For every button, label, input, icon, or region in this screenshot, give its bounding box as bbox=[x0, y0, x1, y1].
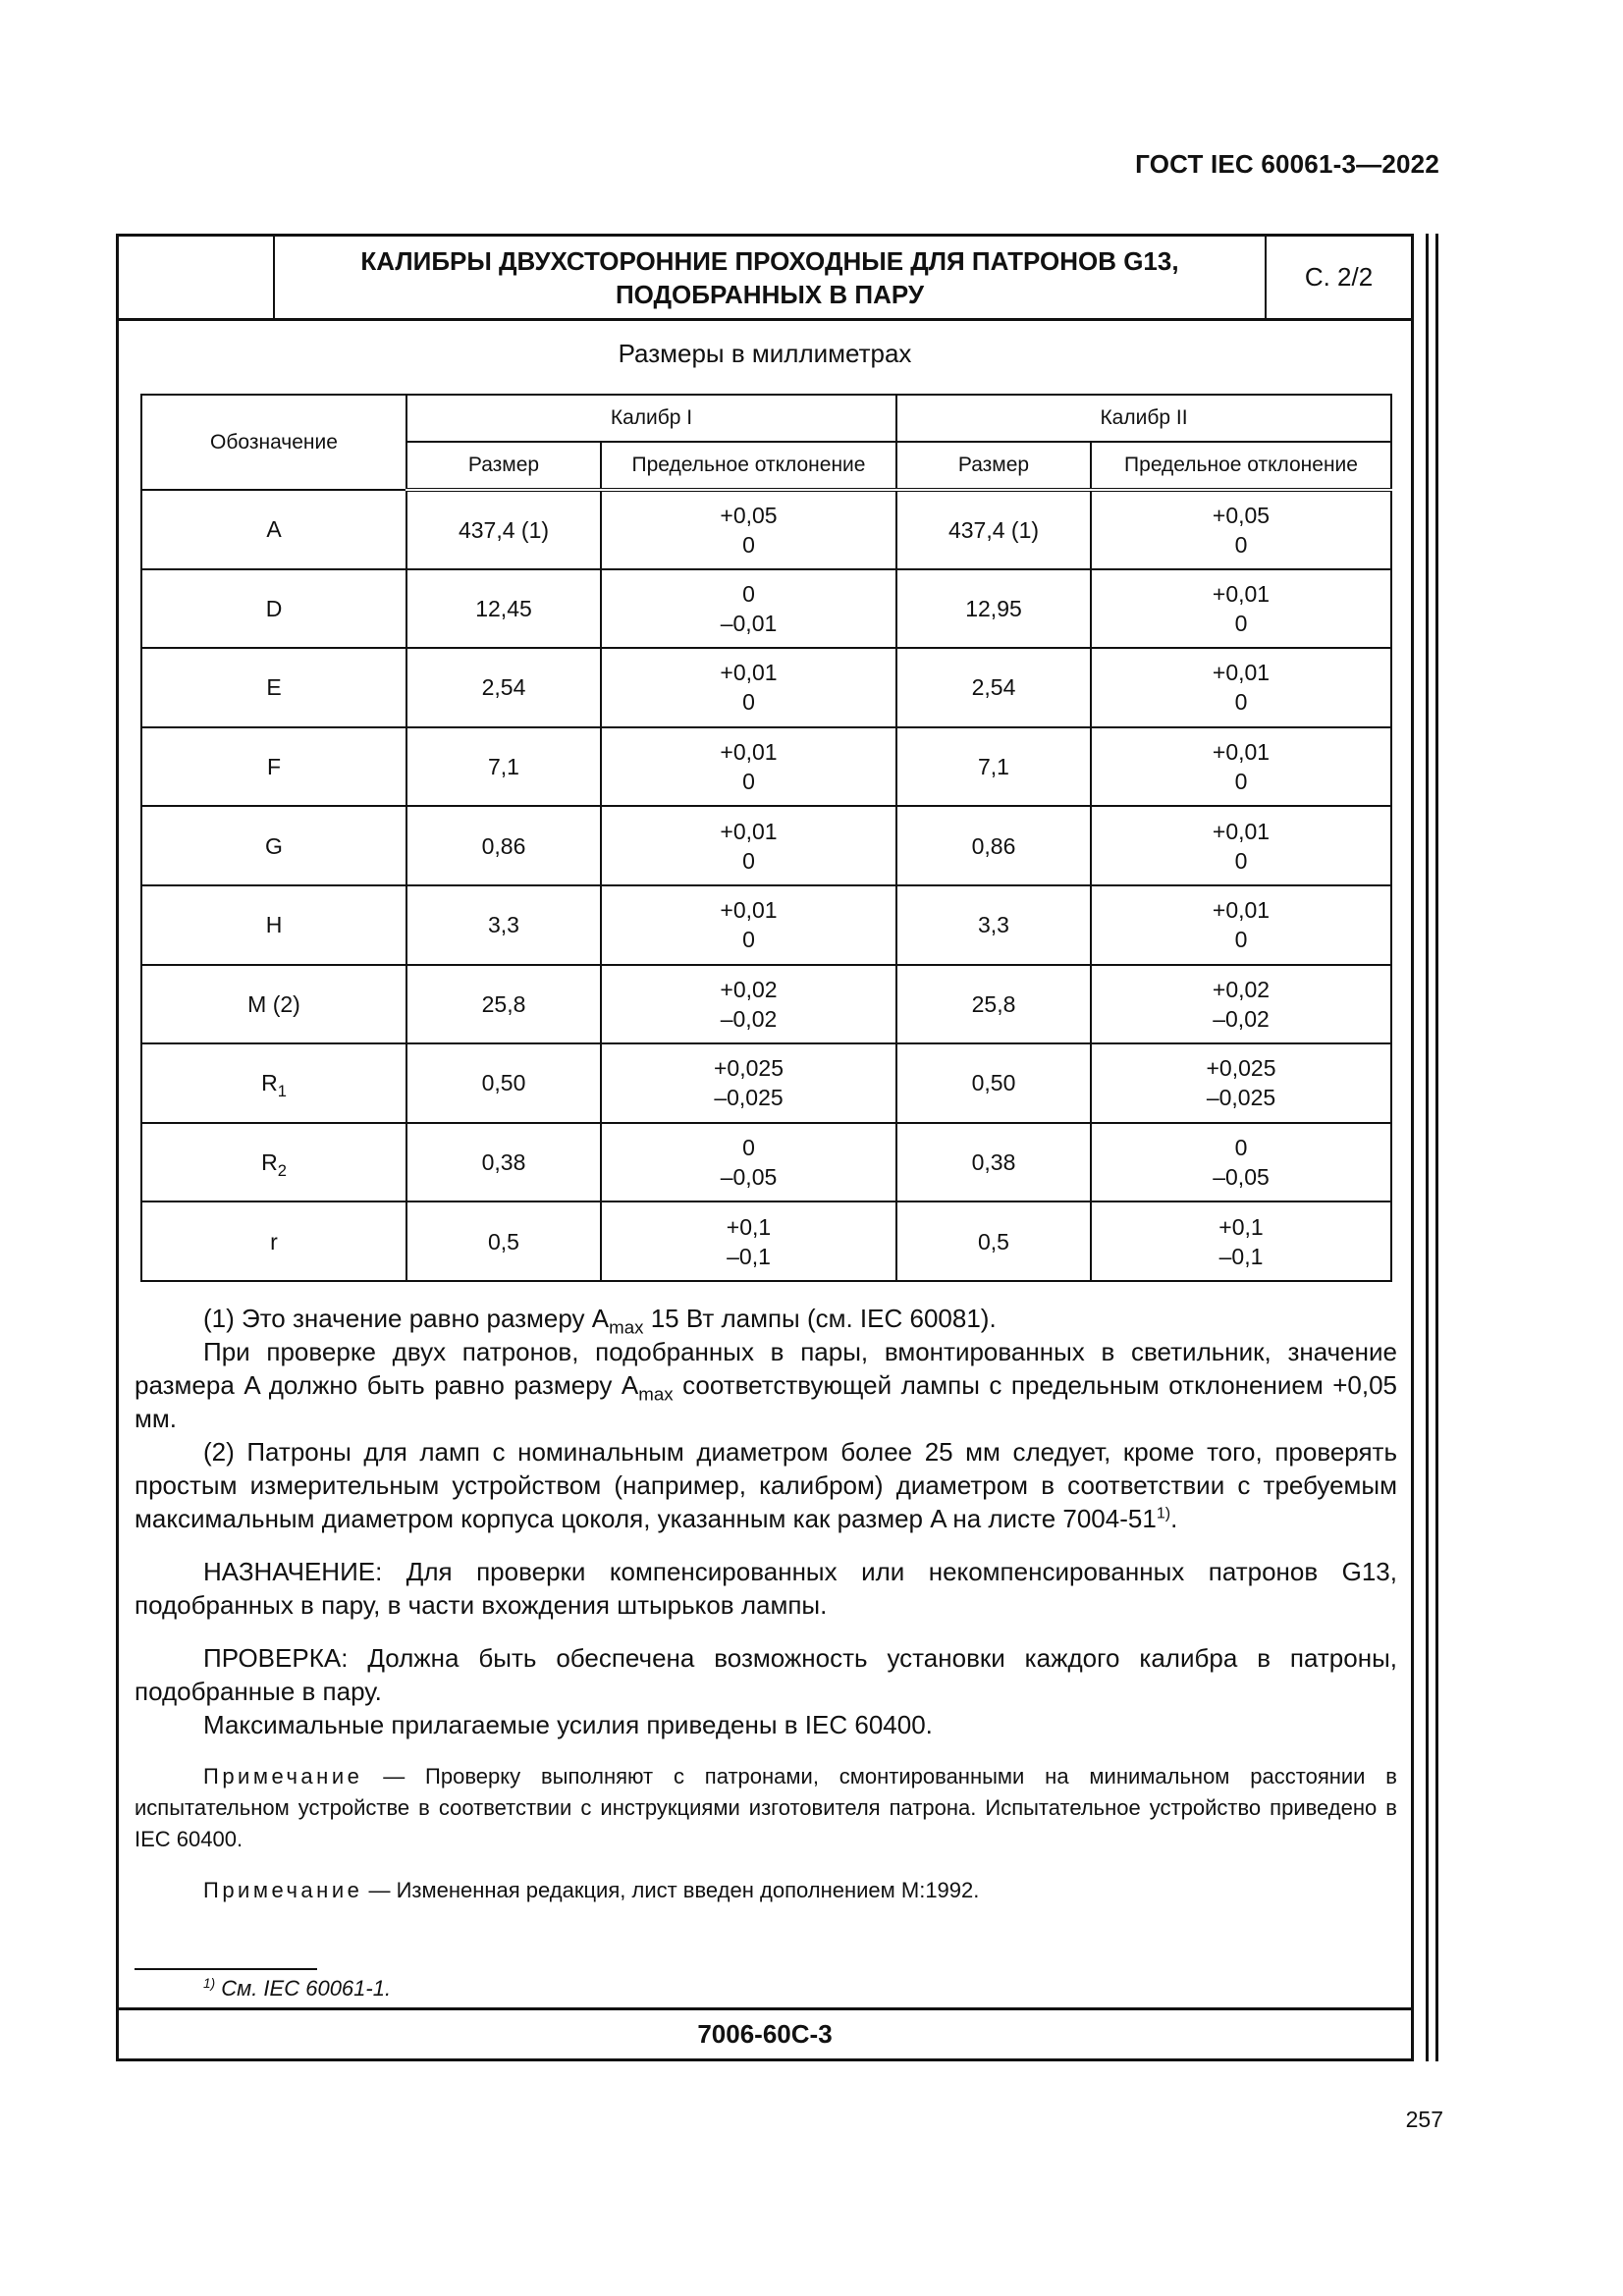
size-1-cell: 0,5 bbox=[406, 1201, 601, 1281]
size-2-cell: 0,38 bbox=[896, 1123, 1091, 1202]
deviation-2-cell: +0,01 0 bbox=[1091, 727, 1391, 807]
deviation-2-cell: +0,025 –0,025 bbox=[1091, 1043, 1391, 1123]
note-2: (2) Патроны для ламп с номинальным диаметром более 25 мм следует, кроме того, проверять простым измерительным устройством (например, калибром) диаметром в соответствии с требуемым максимальным диаметром корпуса цоколя, указанным как размер A на листе 7004-51$^{1)}$. bbox=[135, 1437, 1397, 1533]
header-designation: Обозначение bbox=[141, 395, 406, 490]
size-2-cell: 2,54 bbox=[896, 648, 1091, 727]
deviation-1-cell: +0,01 0 bbox=[601, 806, 896, 885]
size-1-cell: 0,86 bbox=[406, 806, 601, 885]
table-row bbox=[141, 885, 1391, 965]
deviation-1-cell: +0,025 –0,025 bbox=[601, 1043, 896, 1123]
designation-cell: F bbox=[141, 727, 406, 807]
deviation-2-cell: 0 –0,05 bbox=[1091, 1123, 1391, 1202]
table-row bbox=[141, 965, 1391, 1044]
size-2-cell: 3,3 bbox=[896, 885, 1091, 965]
purpose-paragraph: НАЗНАЧЕНИЕ: Для проверки компенсированных или некомпенсированных патронов G13, подобранных в пару, в части вхождения штырьков лампы. bbox=[135, 1557, 1397, 1620]
sheet-title-line-2: ПОДОБРАННЫХ В ПАРУ bbox=[615, 279, 925, 309]
designation-cell: $R_2$ bbox=[141, 1123, 406, 1202]
remark-1: Примечание — Проверку выполняют с патронами, смонтированными на минимальном расстоянии в испытательном устройстве в соответствии с инструкциями изготовителя патрона. Испытательное устройство приведено в IEC 60400. bbox=[135, 1764, 1397, 1851]
deviation-1-cell: +0,05 0 bbox=[601, 490, 896, 569]
deviation-1-cell: 0 –0,05 bbox=[601, 1123, 896, 1202]
header-gauge-1: Калибр I bbox=[406, 395, 896, 442]
size-1-cell: 437,4 (1) bbox=[406, 490, 601, 569]
size-2-cell: 0,86 bbox=[896, 806, 1091, 885]
dimensions-table-body bbox=[141, 490, 1391, 1281]
table-row bbox=[141, 648, 1391, 727]
deviation-1-cell: +0,01 0 bbox=[601, 885, 896, 965]
check-paragraph: ПРОВЕРКА: Должна быть обеспечена возможность установки каждого калибра в патроны, подобранные в пару. bbox=[135, 1643, 1397, 1706]
forces-paragraph: Максимальные прилагаемые усилия приведены в IEC 60400. bbox=[203, 1710, 933, 1739]
notes-block bbox=[135, 1302, 1397, 1906]
designation-cell: H bbox=[141, 885, 406, 965]
size-1-cell: 3,3 bbox=[406, 885, 601, 965]
table-row bbox=[141, 569, 1391, 649]
deviation-2-cell: +0,05 0 bbox=[1091, 490, 1391, 569]
sheet-edge-rail bbox=[1426, 234, 1429, 2061]
deviation-1-cell: +0,01 0 bbox=[601, 648, 896, 727]
note-1: (1) Это значение равно размеру $A_{max}$ 15 Вт лампы (см. IEC 60081). bbox=[203, 1304, 997, 1338]
header-deviation-1: Предельное отклонение bbox=[601, 442, 896, 490]
deviation-1-cell: +0,1 –0,1 bbox=[601, 1201, 896, 1281]
size-1-cell: 0,50 bbox=[406, 1043, 601, 1123]
footnote: $^{1)}$ См. IEC 60061-1. bbox=[203, 1975, 392, 2001]
deviation-1-cell: 0 –0,01 bbox=[601, 569, 896, 649]
header-gauge-2: Калибр II bbox=[896, 395, 1391, 442]
deviation-1-cell: +0,02 –0,02 bbox=[601, 965, 896, 1044]
sheet-edge-rail bbox=[1435, 234, 1438, 2061]
table-row bbox=[141, 490, 1391, 569]
note-1-continued: При проверке двух патронов, подобранных в пары, вмонтированных в светильник, значение размера A должно быть равно размеру $A_{max}$ соответствующей лампы с предельным отклонением +0,05 мм. bbox=[135, 1337, 1397, 1433]
deviation-1-cell: +0,01 0 bbox=[601, 727, 896, 807]
designation-cell: D bbox=[141, 569, 406, 649]
size-2-cell: 7,1 bbox=[896, 727, 1091, 807]
data-sheet bbox=[116, 234, 1414, 2061]
size-2-cell: 437,4 (1) bbox=[896, 490, 1091, 569]
header-deviation-2: Предельное отклонение bbox=[1091, 442, 1391, 490]
document-standard-number: ГОСТ IEC 60061-3—2022 bbox=[1135, 149, 1439, 179]
title-blank-cell bbox=[119, 237, 275, 318]
deviation-2-cell: +0,01 0 bbox=[1091, 569, 1391, 649]
designation-cell: M (2) bbox=[141, 965, 406, 1044]
deviation-2-cell: +0,02 –0,02 bbox=[1091, 965, 1391, 1044]
size-2-cell: 12,95 bbox=[896, 569, 1091, 649]
sheet-page-ref: С. 2/2 bbox=[1304, 262, 1374, 292]
designation-cell: $R_1$ bbox=[141, 1043, 406, 1123]
deviation-2-cell: +0,01 0 bbox=[1091, 806, 1391, 885]
designation-cell: G bbox=[141, 806, 406, 885]
remark-2: Примечание — Измененная редакция, лист введен дополнением М:1992. bbox=[203, 1878, 980, 1902]
deviation-2-cell: +0,01 0 bbox=[1091, 648, 1391, 727]
units-caption: Размеры в миллиметрах bbox=[618, 339, 912, 368]
designation-cell: E bbox=[141, 648, 406, 727]
sheet-title bbox=[275, 237, 1267, 318]
table-row bbox=[141, 1043, 1391, 1123]
size-1-cell: 7,1 bbox=[406, 727, 601, 807]
header-size-1: Размер bbox=[406, 442, 601, 490]
table-row bbox=[141, 727, 1391, 807]
size-1-cell: 12,45 bbox=[406, 569, 601, 649]
deviation-2-cell: +0,1 –0,1 bbox=[1091, 1201, 1391, 1281]
header-size-2: Размер bbox=[896, 442, 1091, 490]
sheet-id: 7006-60C-3 bbox=[119, 2007, 1411, 2058]
size-2-cell: 25,8 bbox=[896, 965, 1091, 1044]
designation-cell: A bbox=[141, 490, 406, 569]
size-1-cell: 2,54 bbox=[406, 648, 601, 727]
size-2-cell: 0,5 bbox=[896, 1201, 1091, 1281]
designation-cell: r bbox=[141, 1201, 406, 1281]
footnote-divider bbox=[135, 1968, 317, 1970]
sheet-title-band bbox=[119, 237, 1411, 321]
table-row bbox=[141, 1201, 1391, 1281]
size-1-cell: 0,38 bbox=[406, 1123, 601, 1202]
table-row bbox=[141, 806, 1391, 885]
size-1-cell: 25,8 bbox=[406, 965, 601, 1044]
table-row bbox=[141, 1123, 1391, 1202]
sheet-title-line-1: КАЛИБРЫ ДВУХСТОРОННИЕ ПРОХОДНЫЕ ДЛЯ ПАТРОНОВ G13, bbox=[360, 245, 1179, 276]
deviation-2-cell: +0,01 0 bbox=[1091, 885, 1391, 965]
page-number: 257 bbox=[1405, 2107, 1443, 2132]
size-2-cell: 0,50 bbox=[896, 1043, 1091, 1123]
dimensions-table bbox=[140, 394, 1392, 1282]
